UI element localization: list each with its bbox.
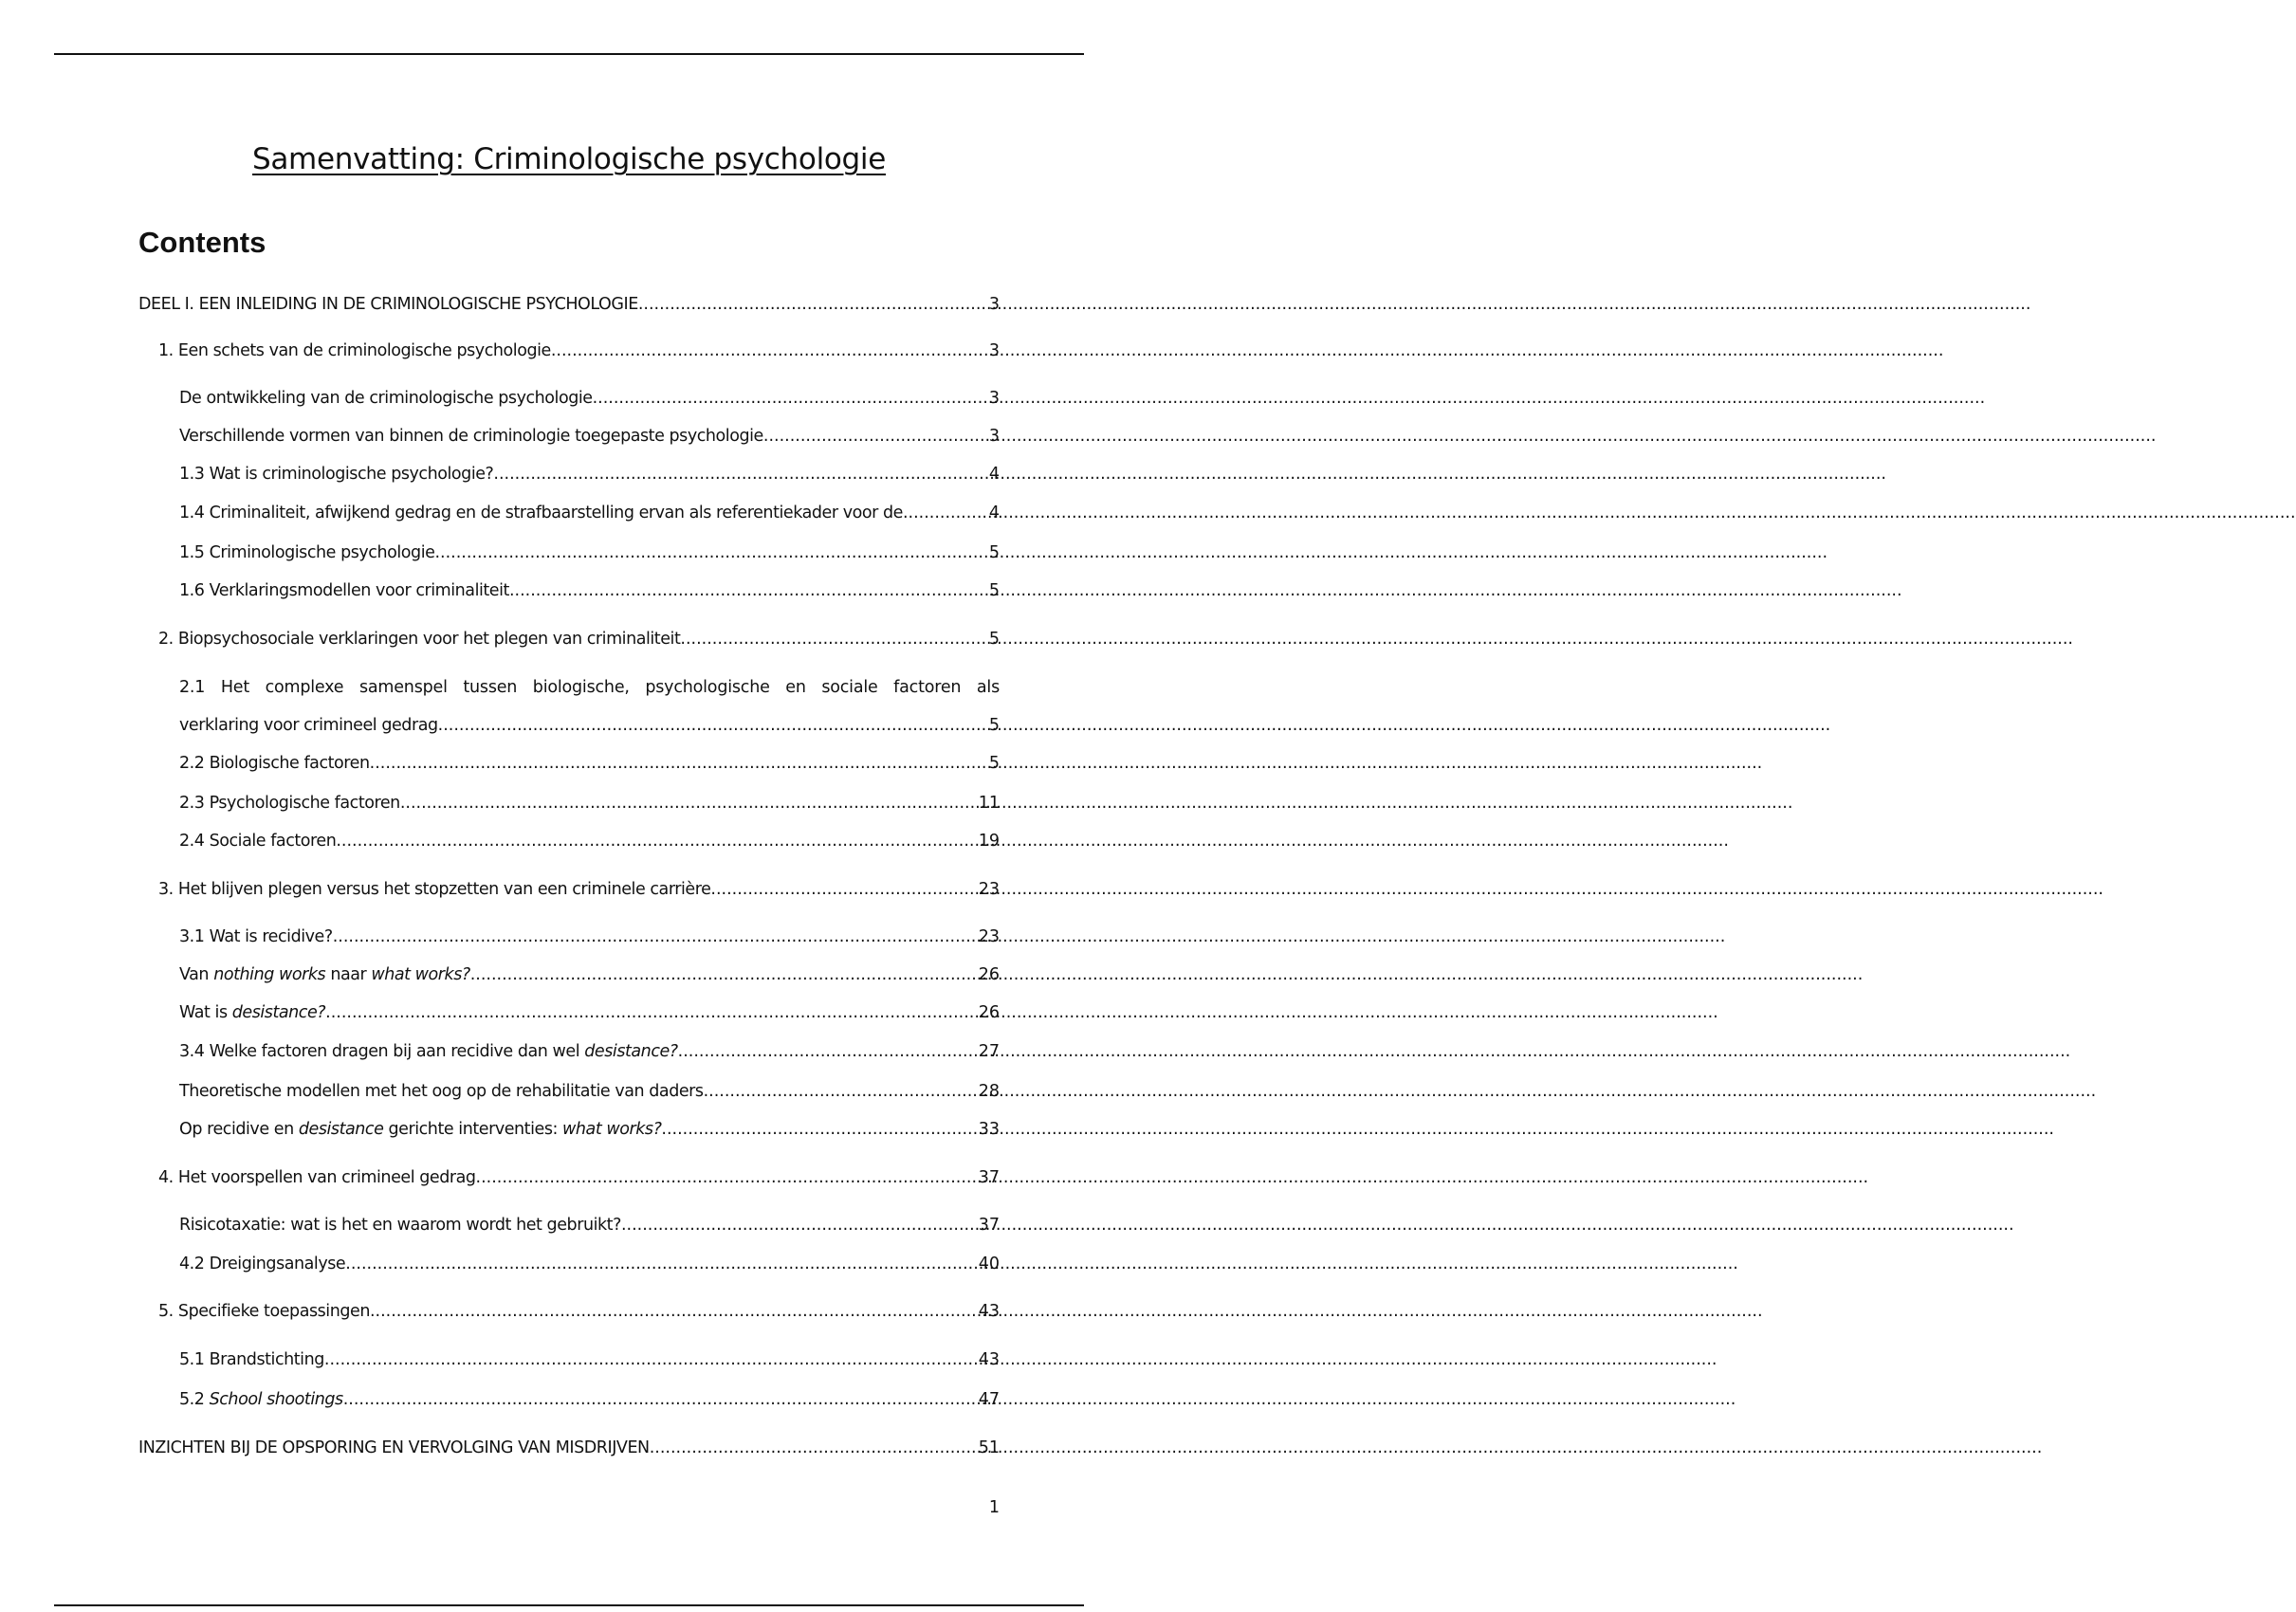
footer-rule [54,1604,1084,1606]
toc-word: complexe [265,678,344,697]
toc-leader-dots [493,464,988,485]
toc-leader-dots [333,926,979,947]
toc-entry-chapter-2[interactable] [158,629,1000,650]
toc-leader-dots [343,1389,979,1410]
toc-entry-text: De ontwikkeling van de criminologische psychologie [179,389,593,408]
toc-entry[interactable] [179,1254,1000,1274]
toc-text-part: Op recidive en [179,1120,299,1139]
toc-leader-dots [593,388,989,409]
toc-leader-dots [345,1254,978,1274]
toc-leader-dots [470,964,979,985]
toc-entry[interactable] [179,753,1000,774]
toc-leader-dots [438,715,989,736]
toc-word: sociale [821,678,878,697]
toc-leader-dots [650,1438,979,1458]
toc-text-italic: desistance? [231,1003,326,1022]
toc-word: 2.1 [179,678,206,697]
toc-entry-text: 5. Specifieke toepassingen [158,1302,370,1321]
contents-heading: Contents [138,226,266,259]
toc-entry-chapter-4[interactable] [158,1167,1000,1188]
toc-entry-text: 1. Een schets van de criminologische psychologie [158,341,551,360]
toc-page-number: 37 [978,1216,1000,1235]
toc-entry[interactable] [179,926,1000,947]
toc-leader-dots [370,1301,979,1322]
toc-entry[interactable] [179,542,1000,563]
toc-leader-dots [678,1041,979,1062]
toc-page-number: 5 [988,754,1000,773]
toc-entry[interactable] [179,503,1000,523]
toc-entry-text: 1.5 Criminologische psychologie [179,543,435,562]
toc-text-italic: School shootings [209,1390,343,1409]
toc-entry[interactable] [179,793,1000,814]
toc-entry-text: 2.4 Sociale factoren [179,832,337,851]
toc-entry[interactable] [179,1002,1000,1023]
toc-entry-text: Theoretische modellen met het oog op de rehabilitatie van daders [179,1082,704,1101]
page-number: 1 [988,1498,1000,1517]
toc-entry-text: 4. Het voorspellen van crimineel gedrag [158,1168,476,1187]
toc-entry-text: 3.1 Wat is recidive? [179,927,333,946]
toc-entry-text [179,1119,661,1140]
toc-page-number: 5 [988,581,1000,600]
toc-page-number: 26 [978,965,1000,984]
toc-word: tussen [463,678,518,697]
toc-text-italic: desistance? [584,1042,678,1061]
toc-page-number: 4 [988,504,1000,522]
toc-page-number: 3 [988,427,1000,446]
toc-leader-dots [704,1081,979,1102]
toc-page-number: 3 [988,341,1000,360]
toc-leader-dots [400,793,979,814]
toc-page-number: 43 [978,1302,1000,1321]
toc-entry-text: Verschillende vormen van binnen de criminologie toegepaste psychologie [179,427,763,446]
toc-entry[interactable] [179,715,1000,736]
toc-entry-text: 2.3 Psychologische factoren [179,794,400,813]
toc-text-part: 3.4 Welke factoren dragen bij aan recidive dan wel [179,1042,585,1061]
header-rule [54,53,1084,55]
toc-entry-text [179,964,470,985]
toc-page-number: 40 [978,1255,1000,1273]
toc-text-part: Wat is [179,1003,232,1022]
toc-entry[interactable] [179,1389,1000,1410]
toc-word: factoren [893,678,962,697]
toc-text-italic: desistance [298,1120,384,1139]
toc-entry-text [179,1041,678,1062]
toc-entry[interactable] [179,964,1000,985]
toc-leader-dots [370,753,989,774]
toc-word: en [785,678,806,697]
toc-page-number: 23 [978,927,1000,946]
toc-leader-dots [551,340,989,361]
toc-entry-part-2[interactable] [138,1438,1000,1458]
toc-word: als [976,678,1000,697]
toc-entry-chapter-5[interactable] [158,1301,1000,1322]
toc-page-number: 43 [978,1350,1000,1369]
toc-page-number: 37 [978,1168,1000,1187]
toc-entry-text: INZICHTEN BIJ DE OPSPORING EN VERVOLGING VAN MISDRIJVEN [138,1438,650,1457]
toc-entry-text: 1.3 Wat is criminologische psychologie? [179,465,494,484]
toc-page-number: 3 [988,389,1000,408]
toc-text-italic: nothing works [213,965,326,984]
toc-page-number: 3 [988,295,1000,314]
toc-leader-dots [763,426,989,447]
toc-page-number: 5 [988,630,1000,649]
toc-page-number: 28 [978,1082,1000,1101]
toc-text-part: gerichte interventies: [383,1120,563,1139]
toc-entry-text: 5.1 Brandstichting [179,1350,324,1369]
toc-entry-text: verklaring voor crimineel gedrag [179,716,438,735]
toc-leader-dots [336,831,978,852]
toc-entry-text: DEEL I. EEN INLEIDING IN DE CRIMINOLOGISCHE PSYCHOLOGIE [138,295,638,314]
toc-entry[interactable] [179,1119,1000,1140]
toc-entry-text [179,1002,325,1023]
toc-leader-dots [661,1119,978,1140]
toc-page-number: 26 [978,1003,1000,1022]
toc-entry[interactable] [179,464,1000,485]
toc-leader-dots [325,1002,979,1023]
toc-entry-part-1[interactable] [138,294,1000,315]
toc-leader-dots [638,294,989,315]
toc-page-number: 19 [978,832,1000,851]
toc-entry-text: 1.4 Criminaliteit, afwijkend gedrag en de strafbaarstelling ervan als referentiekader voor de [179,504,903,522]
toc-word: samenspel [358,678,448,697]
toc-text-italic: what works? [371,965,470,984]
toc-text-italic: what works? [562,1120,662,1139]
toc-page-number: 47 [978,1390,1000,1409]
toc-entry-wrapped-line[interactable] [179,677,1000,698]
toc-word: biologische, [532,678,630,697]
toc-leader-dots [434,542,988,563]
toc-entry[interactable] [179,1081,1000,1102]
toc-entry[interactable] [179,388,1000,409]
toc-leader-dots [710,879,978,900]
toc-word: psychologische [645,678,770,697]
document-title: Samenvatting: Criminologische psychologie [251,142,887,176]
toc-page-number: 51 [978,1438,1000,1457]
toc-text-part: naar [325,965,372,984]
toc-leader-dots [324,1349,979,1370]
toc-leader-dots [476,1167,979,1188]
toc-page-number: 23 [978,880,1000,899]
toc-text-part: 5.2 [179,1390,210,1409]
toc-entry[interactable] [179,580,1000,601]
toc-entry[interactable] [179,1041,1000,1062]
toc-text-part: Van [179,965,214,984]
toc-entry-text: 4.2 Dreigingsanalyse [179,1255,346,1273]
toc-leader-dots [509,580,989,601]
toc-page-number: 27 [978,1042,1000,1061]
toc-entry[interactable] [179,1349,1000,1370]
toc-entry-text: Risicotaxatie: wat is het en waarom wordt het gebruikt? [179,1216,621,1235]
toc-page-number: 5 [988,543,1000,562]
toc-entry-text: 3. Het blijven plegen versus het stopzetten van een criminele carrière [158,880,711,899]
toc-entry-text: 1.6 Verklaringsmodellen voor criminaliteit [179,581,509,600]
toc-entry[interactable] [179,426,1000,447]
toc-leader-dots [903,503,989,523]
toc-page-number: 33 [978,1120,1000,1139]
toc-word: Het [220,678,249,697]
toc-entry-chapter-1[interactable] [158,340,1000,361]
toc-entry-text: 2. Biopsychosociale verklaringen voor het plegen van criminaliteit [158,630,681,649]
toc-page-number: 11 [978,794,1000,813]
toc-entry[interactable] [179,1215,1000,1236]
toc-page-number: 4 [988,465,1000,484]
toc-entry-chapter-3[interactable] [158,879,1000,900]
toc-page-number: 5 [988,716,1000,735]
toc-entry-text: 2.2 Biologische factoren [179,754,370,773]
toc-leader-dots [621,1215,979,1236]
toc-entry[interactable] [179,831,1000,852]
toc-leader-dots [680,629,988,650]
toc-entry-text [179,1389,343,1410]
